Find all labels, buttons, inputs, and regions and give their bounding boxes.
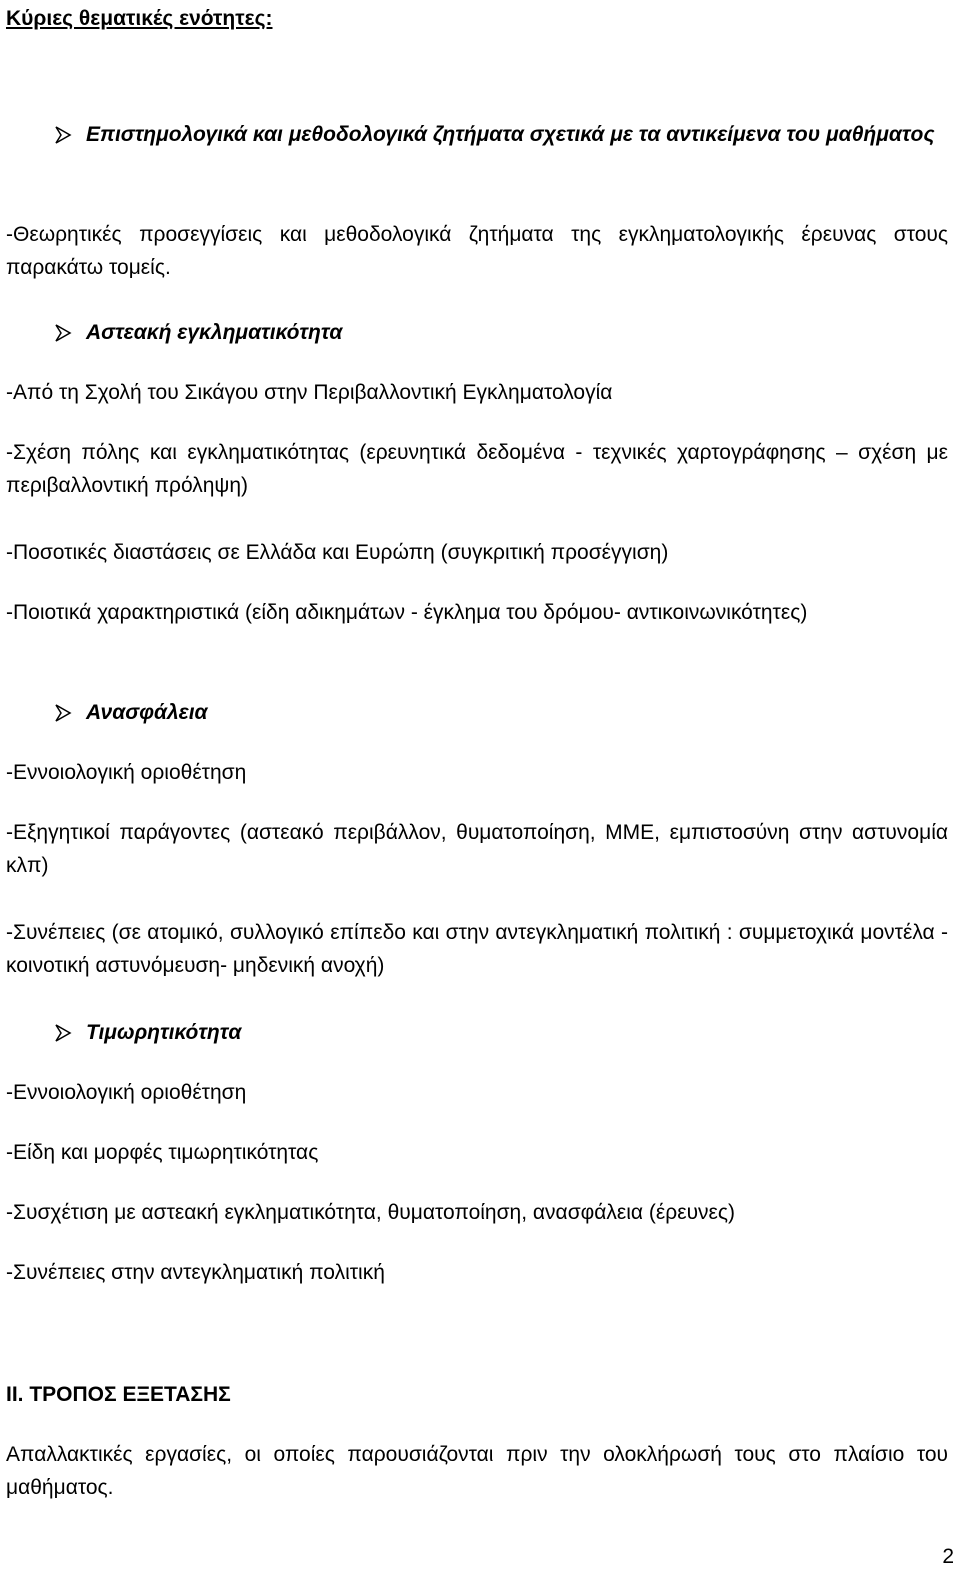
topic-item: -Συνέπειες στην αντεγκληματική πολιτική: [6, 1261, 385, 1284]
arrow-bullet-icon: [54, 696, 78, 722]
topic-item: -Είδη και μορφές τιμωρητικότητας: [6, 1141, 319, 1164]
section-paragraph: Απαλλακτικές εργασίες, οι οποίες παρουσιάζονται πριν την ολοκλήρωσή τους στο πλαίσιο του μαθήματος.: [6, 1443, 948, 1499]
topic-item: -Θεωρητικές προσεγγίσεις και μεθοδολογικά ζητήματα της εγκληματολογικής έρευνας στους παρακάτω τομείς.: [6, 223, 948, 279]
topic-item: -Εννοιολογική οριοθέτηση: [6, 1081, 247, 1104]
topic-title-insecurity: Ανασφάλεια: [54, 696, 208, 729]
topic-item: -Ποιοτικά χαρακτηριστικά (είδη αδικημάτων - έγκλημα του δρόμου- αντικοινωνικότητες): [6, 601, 808, 624]
topic-item: -Από τη Σχολή του Σικάγου στην Περιβαλλοντική Εγκληματολογία: [6, 381, 613, 404]
main-heading: Κύριες θεματικές ενότητες:: [6, 7, 273, 30]
section-title: ΙΙ. ΤΡΟΠΟΣ ΕΞΕΤΑΣΗΣ: [6, 1383, 231, 1406]
topic-item: -Συσχέτιση με αστεακή εγκληματικότητα, θυματοποίηση, ανασφάλεια (έρευνες): [6, 1201, 736, 1224]
topic-item: -Ποσοτικές διαστάσεις σε Ελλάδα και Ευρώπη (συγκριτική προσέγγιση): [6, 541, 669, 564]
page-number: 2: [942, 1545, 954, 1568]
topic-title-punitiveness: Τιμωρητικότητα: [54, 1016, 241, 1049]
topic-item: -Εννοιολογική οριοθέτηση: [6, 761, 247, 784]
topic-title-urban-crime: Αστεακή εγκληματικότητα: [54, 316, 342, 349]
arrow-bullet-icon: [54, 316, 78, 342]
arrow-bullet-icon: [54, 1016, 78, 1042]
topic-item: -Εξηγητικοί παράγοντες (αστεακό περιβάλλον, θυματοποίηση, ΜΜΕ, εμπιστοσύνη στην αστυνομία κλπ): [6, 821, 948, 877]
topic-title-epistemology: Επιστημολογικά και μεθοδολογικά ζητήματα σχετικά με τα αντικείμενα του μαθήματος: [54, 118, 948, 151]
topic-item: -Συνέπειες (σε ατομικό, συλλογικό επίπεδο και στην αντεγκληματική πολιτική : συμμετοχικά μοντέλα - κοινοτική αστυνόμευση- μηδενική ανοχή): [6, 921, 948, 977]
topic-item: -Σχέση πόλης και εγκληματικότητας (ερευνητικά δεδομένα - τεχνικές χαρτογράφησης – σχέση με περιβαλλοντική πρόληψη): [6, 441, 948, 497]
arrow-bullet-icon: [54, 118, 78, 144]
